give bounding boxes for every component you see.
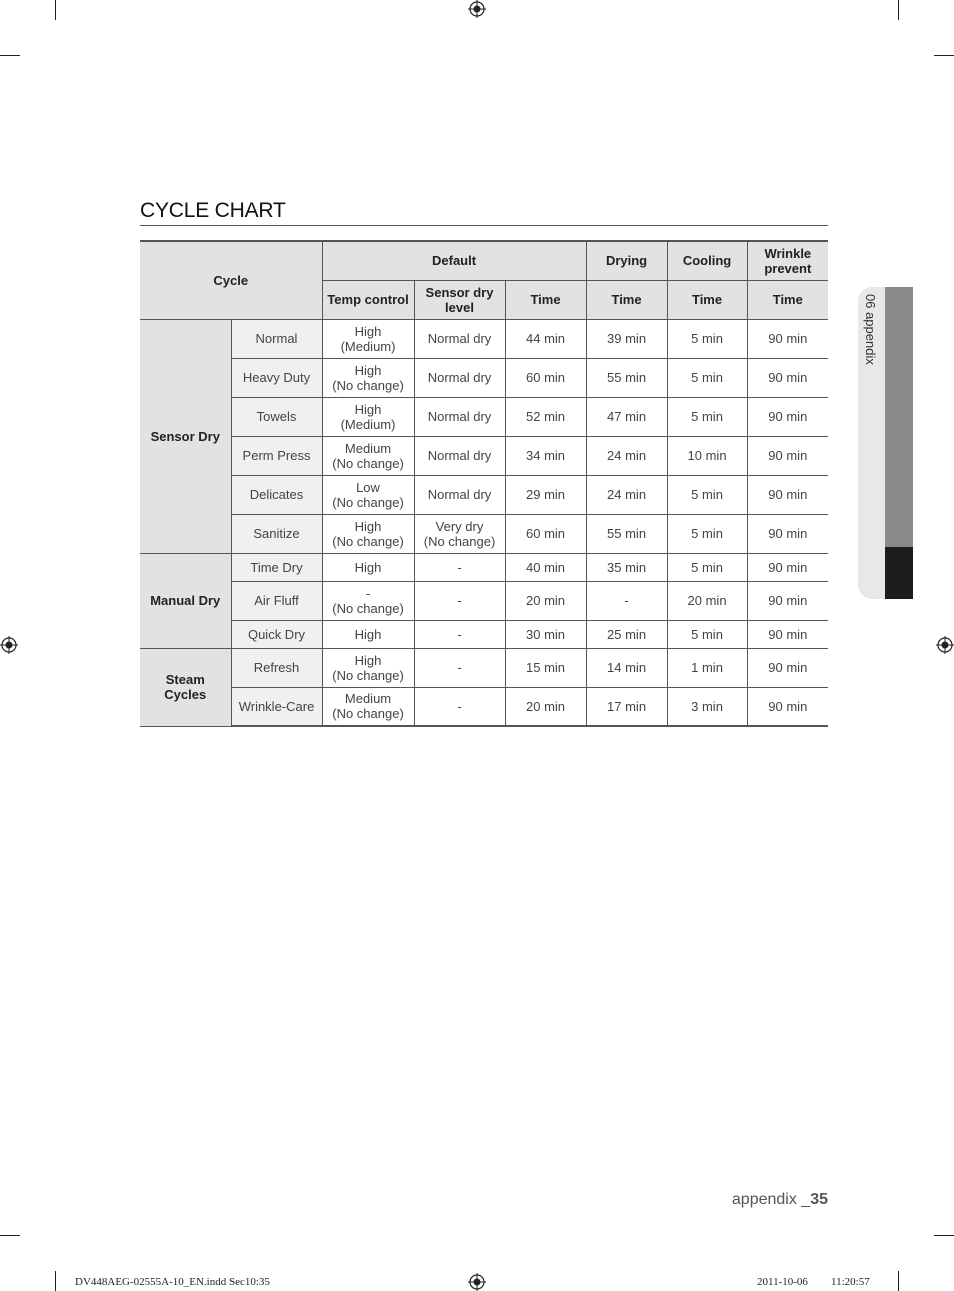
drying-time-cell: 35 min: [586, 553, 667, 581]
table-row: [140, 620, 828, 648]
default-time-cell: 60 min: [505, 358, 586, 397]
cycle-name-cell: Air Fluff: [231, 581, 322, 620]
sensor-dry-level-cell: Normal dry: [414, 475, 505, 514]
table-row: [140, 436, 828, 475]
table-row: [140, 358, 828, 397]
cycle-name-cell: Quick Dry: [231, 620, 322, 648]
wrinkle-prevent-time-cell: 90 min: [747, 553, 828, 581]
drying-time-cell: 47 min: [586, 397, 667, 436]
default-time-cell: 15 min: [505, 648, 586, 687]
cycle-name-cell: Sanitize: [231, 514, 322, 553]
cycle-name-cell: Towels: [231, 397, 322, 436]
side-tab-label: 06 appendix: [863, 294, 878, 365]
temp-control-cell: High (No change): [322, 514, 414, 553]
sensor-dry-level-cell: -: [414, 648, 505, 687]
cooling-time-cell: 5 min: [667, 319, 747, 358]
footer-section: appendix _: [731, 1191, 811, 1208]
default-time-cell: 52 min: [505, 397, 586, 436]
cooling-time-cell: 5 min: [667, 358, 747, 397]
cycle-name-cell: Wrinkle-Care: [231, 687, 322, 726]
cooling-time-cell: 10 min: [667, 436, 747, 475]
slug-date: 2011-10-06: [757, 1276, 808, 1288]
side-tab-bar: [885, 287, 913, 547]
sensor-dry-level-cell: -: [414, 687, 505, 726]
wrinkle-prevent-time-cell: 90 min: [747, 358, 828, 397]
table-row: [140, 581, 828, 620]
cooling-time-cell: 5 min: [667, 475, 747, 514]
registration-mark-icon: [936, 636, 954, 654]
table-row: [140, 397, 828, 436]
temp-control-cell: High (Medium): [322, 319, 414, 358]
drying-time-cell: 24 min: [586, 436, 667, 475]
table-row: [140, 475, 828, 514]
default-time-cell: 44 min: [505, 319, 586, 358]
cycle-chart-table: [140, 240, 828, 727]
wrinkle-prevent-time-cell: 90 min: [747, 319, 828, 358]
cooling-time-cell: 5 min: [667, 620, 747, 648]
registration-mark-icon: [0, 636, 18, 654]
table-row: [140, 319, 828, 358]
drying-time-cell: 24 min: [586, 475, 667, 514]
table-row: [140, 648, 828, 687]
temp-control-cell: High: [322, 620, 414, 648]
wrinkle-prevent-time-cell: 90 min: [747, 397, 828, 436]
table-row: [140, 687, 828, 726]
table-row: [140, 514, 828, 553]
cooling-time-cell: 5 min: [667, 553, 747, 581]
drying-time-cell: 55 min: [586, 514, 667, 553]
temp-control-cell: Medium (No change): [322, 436, 414, 475]
side-tab-marker: [885, 547, 913, 599]
page-title: CYCLE CHART: [140, 198, 828, 226]
table-row: [140, 553, 828, 581]
registration-mark-icon: [468, 1273, 486, 1291]
drying-time-cell: 17 min: [586, 687, 667, 726]
temp-control-cell: High (No change): [322, 358, 414, 397]
header-wrinkle-time: Time: [747, 280, 828, 319]
crop-mark: [0, 55, 20, 56]
temp-control-cell: High (Medium): [322, 397, 414, 436]
default-time-cell: 40 min: [505, 553, 586, 581]
registration-mark-icon: [468, 0, 486, 18]
drying-time-cell: 39 min: [586, 319, 667, 358]
cycle-group-cell: Sensor Dry: [140, 319, 231, 553]
cycle-name-cell: Heavy Duty: [231, 358, 322, 397]
crop-mark: [0, 1235, 20, 1236]
sensor-dry-level-cell: Very dry (No change): [414, 514, 505, 553]
crop-mark: [898, 0, 899, 20]
header-cycle: Cycle: [140, 241, 322, 319]
wrinkle-prevent-time-cell: 90 min: [747, 687, 828, 726]
sensor-dry-level-cell: Normal dry: [414, 397, 505, 436]
crop-mark: [934, 1235, 954, 1236]
sensor-dry-level-cell: -: [414, 620, 505, 648]
cycle-group-cell: Manual Dry: [140, 553, 231, 648]
page-footer: [732, 1191, 828, 1209]
drying-time-cell: 14 min: [586, 648, 667, 687]
wrinkle-prevent-time-cell: 90 min: [747, 475, 828, 514]
cooling-time-cell: 5 min: [667, 514, 747, 553]
cycle-name-cell: Time Dry: [231, 553, 322, 581]
cooling-time-cell: 3 min: [667, 687, 747, 726]
header-cooling-time: Time: [667, 280, 747, 319]
wrinkle-prevent-time-cell: 90 min: [747, 436, 828, 475]
table-body: [140, 319, 828, 726]
header-default-time: Time: [505, 280, 586, 319]
temp-control-cell: Low (No change): [322, 475, 414, 514]
default-time-cell: 30 min: [505, 620, 586, 648]
cooling-time-cell: 5 min: [667, 397, 747, 436]
crop-mark: [898, 1271, 899, 1291]
default-time-cell: 20 min: [505, 687, 586, 726]
crop-mark: [934, 55, 954, 56]
default-time-cell: 29 min: [505, 475, 586, 514]
sensor-dry-level-cell: -: [414, 581, 505, 620]
header-wrinkle-prevent: Wrinkle prevent: [747, 241, 828, 280]
default-time-cell: 20 min: [505, 581, 586, 620]
temp-control-cell: Medium (No change): [322, 687, 414, 726]
temp-control-cell: - (No change): [322, 581, 414, 620]
sensor-dry-level-cell: Normal dry: [414, 319, 505, 358]
cooling-time-cell: 20 min: [667, 581, 747, 620]
header-sensor-dry-level: Sensor dry level: [414, 280, 505, 319]
cycle-group-cell: Steam Cycles: [140, 648, 231, 726]
default-time-cell: 60 min: [505, 514, 586, 553]
page-number: 35: [810, 1191, 828, 1208]
wrinkle-prevent-time-cell: 90 min: [747, 581, 828, 620]
header-temp-control: Temp control: [322, 280, 414, 319]
sensor-dry-level-cell: -: [414, 553, 505, 581]
sensor-dry-level-cell: Normal dry: [414, 436, 505, 475]
header-drying: Drying: [586, 241, 667, 280]
cycle-name-cell: Perm Press: [231, 436, 322, 475]
drying-time-cell: 55 min: [586, 358, 667, 397]
cycle-name-cell: Normal: [231, 319, 322, 358]
temp-control-cell: High (No change): [322, 648, 414, 687]
wrinkle-prevent-time-cell: 90 min: [747, 648, 828, 687]
header-drying-time: Time: [586, 280, 667, 319]
temp-control-cell: High: [322, 553, 414, 581]
wrinkle-prevent-time-cell: 90 min: [747, 514, 828, 553]
crop-mark: [55, 1271, 56, 1291]
default-time-cell: 34 min: [505, 436, 586, 475]
cycle-name-cell: Refresh: [231, 648, 322, 687]
crop-mark: [55, 0, 56, 20]
header-cooling: Cooling: [667, 241, 747, 280]
slug-file: DV448AEG-02555A-10_EN.indd Sec10:35: [75, 1276, 270, 1288]
drying-time-cell: 25 min: [586, 620, 667, 648]
slug-time: 11:20:57: [831, 1276, 870, 1288]
cooling-time-cell: 1 min: [667, 648, 747, 687]
header-default: Default: [322, 241, 586, 280]
sensor-dry-level-cell: Normal dry: [414, 358, 505, 397]
cycle-name-cell: Delicates: [231, 475, 322, 514]
wrinkle-prevent-time-cell: 90 min: [747, 620, 828, 648]
drying-time-cell: -: [586, 581, 667, 620]
